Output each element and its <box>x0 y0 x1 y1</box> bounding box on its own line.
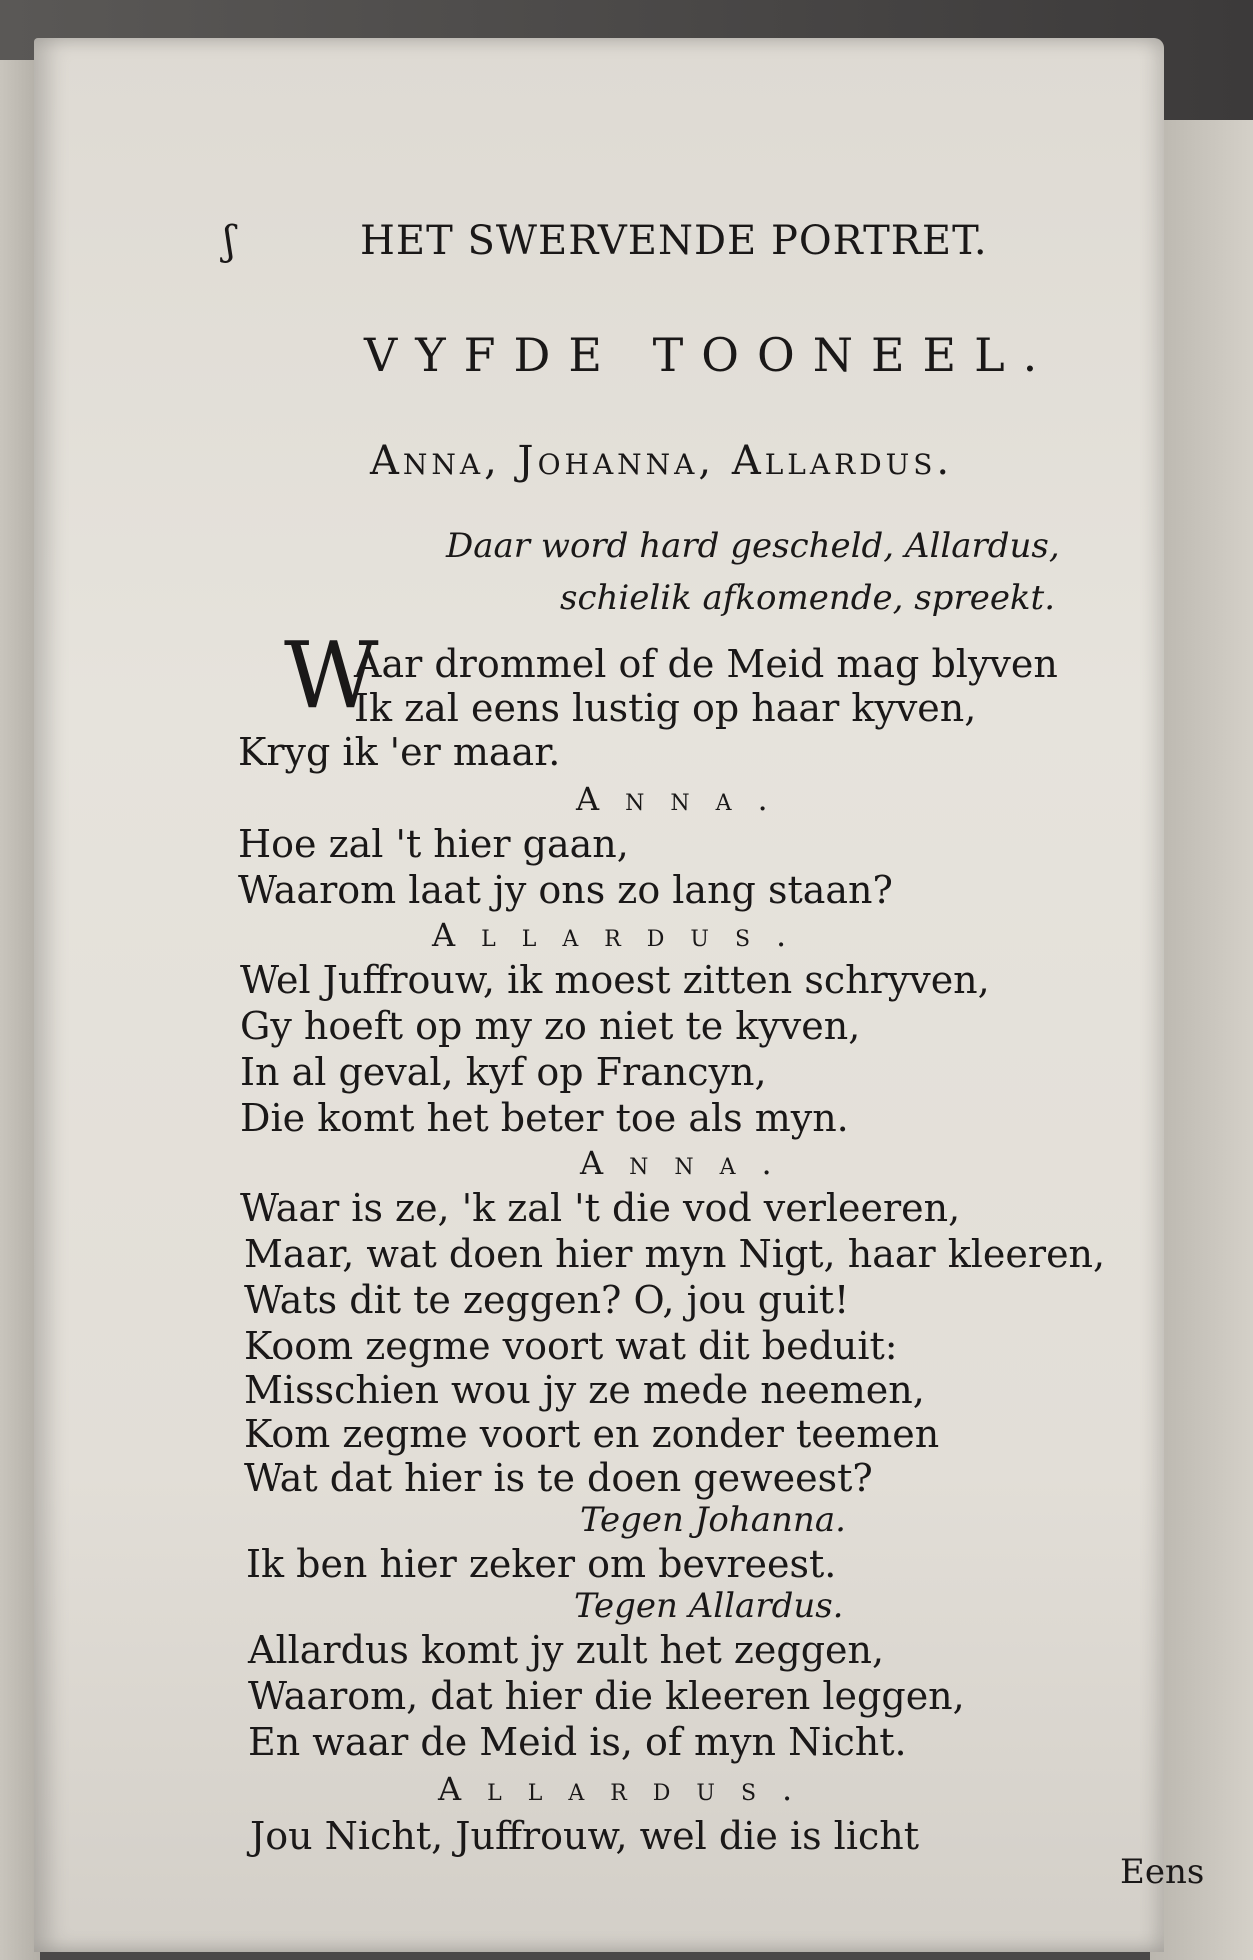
verse-line: Hoe zal 't hier gaan, <box>238 822 629 866</box>
verse-line: Wel Juffrouw, ik moest zitten schryven, <box>240 958 990 1002</box>
catchword: Eens <box>1120 1852 1205 1892</box>
scene-title: VYFDE TOONEEL. <box>364 328 1056 382</box>
speaker-name: Allardus. <box>432 916 813 954</box>
stage-direction-line: schielik afkomende, spreekt. <box>560 578 1056 618</box>
verse-line: Allardus komt jy zult het zeggen, <box>248 1628 885 1672</box>
book-page <box>34 38 1205 1952</box>
verse-line: Waarom laat jy ons zo lang staan? <box>238 868 893 912</box>
verse-line: Waarom, dat hier die kleeren leggen, <box>248 1674 965 1718</box>
verse-line: Misschien wou jy ze mede neemen, <box>244 1368 925 1412</box>
right-page-edge <box>1150 120 1253 1960</box>
verse-line: Kryg ik 'er maar. <box>238 730 561 774</box>
verse-line: En waar de Meid is, of myn Nicht. <box>248 1720 907 1764</box>
speaker-name: Anna. <box>580 1144 798 1182</box>
verse-line: Aar drommel of de Meid mag blyven <box>354 642 1058 686</box>
verse-line: Wats dit te zeggen? O, jou guit! <box>244 1278 850 1322</box>
verse-line: Maar, wat doen hier myn Nigt, haar kleeren, <box>244 1232 1106 1276</box>
stage-direction: Tegen Johanna. <box>580 1500 846 1540</box>
verse-line: Koom zegme voort wat dit beduit: <box>244 1324 898 1368</box>
verse-line: Ik zal eens lustig op haar kyven, <box>354 686 977 730</box>
speaker-name: Anna. <box>576 780 794 818</box>
verse-line: Wat dat hier is te doen geweest? <box>244 1456 873 1500</box>
running-header: HET SWERVENDE PORTRET. <box>360 218 988 264</box>
verse-line: Die komt het beter toe als myn. <box>240 1096 849 1140</box>
stage-direction-line: Daar word hard gescheld, Allardus, <box>446 526 1060 566</box>
cast-list: Anna, Johanna, Allardus. <box>370 438 954 484</box>
verse-line: Kom zegme voort en zonder teemen <box>244 1412 940 1456</box>
stage-direction: Tegen Allardus. <box>574 1586 844 1626</box>
drop-capital: W <box>284 622 379 729</box>
verse-line: Ik ben hier zeker om bevreest. <box>246 1542 837 1586</box>
verse-line: Jou Nicht, Juffrouw, wel die is licht <box>250 1814 920 1858</box>
verse-line: In al geval, kyf op Francyn, <box>240 1050 767 1094</box>
verse-line: Gy hoeft op my zo niet te kyven, <box>240 1004 861 1048</box>
page-mark: ʃ <box>224 218 235 264</box>
verse-line: Waar is ze, 'k zal 't die vod verleeren, <box>240 1186 961 1230</box>
speaker-name: Allardus. <box>438 1770 819 1808</box>
